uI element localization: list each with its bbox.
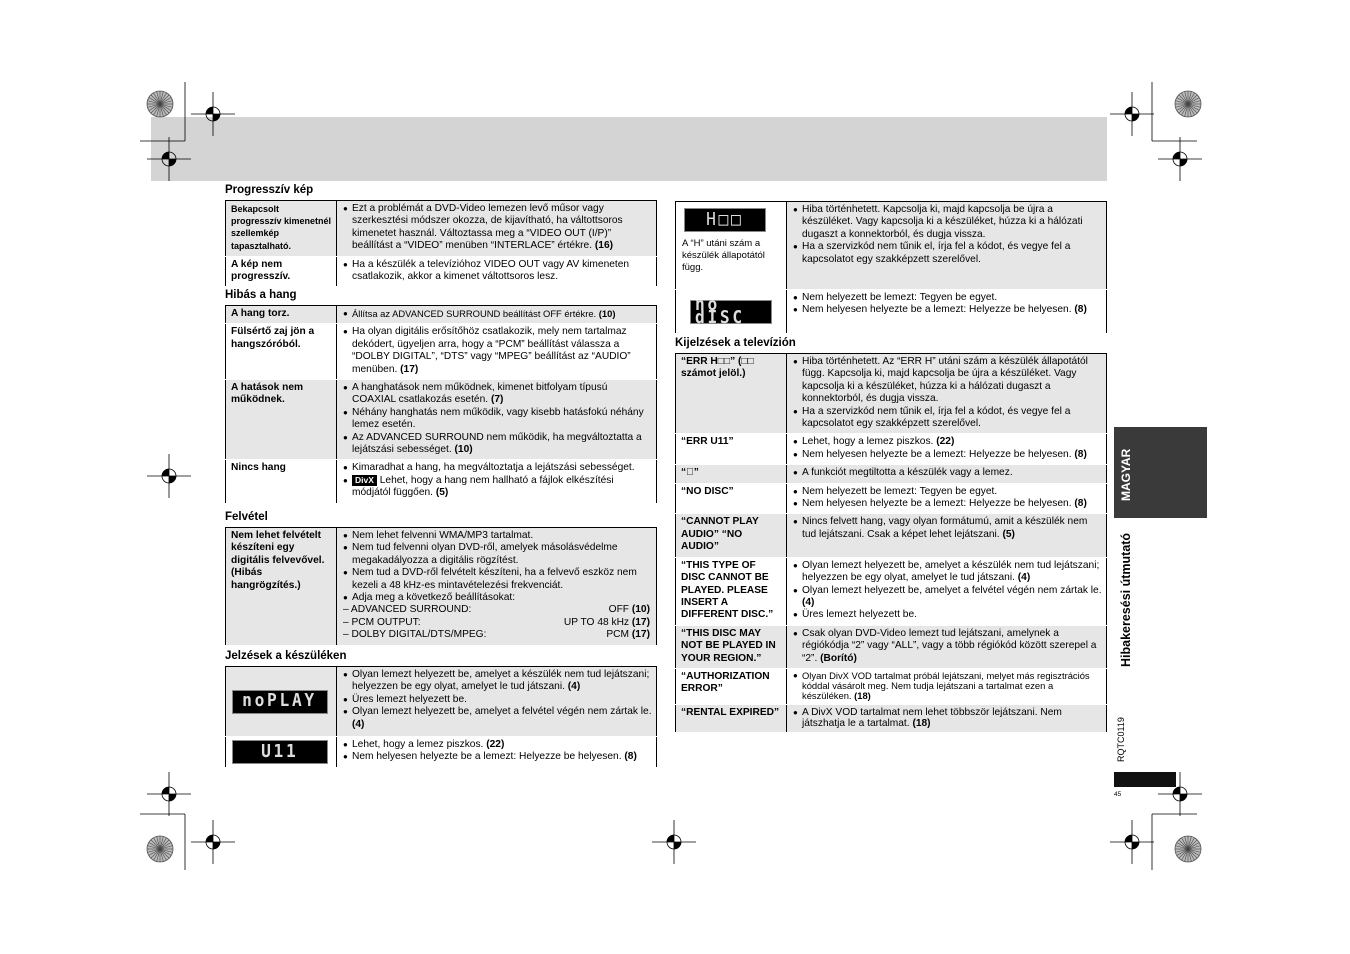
- table-row: [676, 202, 1107, 290]
- table-row: [676, 514, 1107, 557]
- list-item: ● Nem helyezett be lemezt: Tegyen be egyet.: [793, 486, 1102, 498]
- table-row: [676, 704, 1107, 732]
- list-item: ● Adja meg a következő beállításokat:: [343, 592, 652, 604]
- table-row: [226, 667, 657, 737]
- list-item: ● DivX Lehet, hogy a hang nem hallható a fájlok elkészítési módjától függően. (5): [343, 475, 652, 500]
- row-label: “CANNOT PLAY AUDIO” “NO AUDIO”: [676, 514, 787, 557]
- table-unit-errors: [675, 201, 1107, 334]
- row-description: [787, 704, 1107, 732]
- crosshair-mark-icon: [191, 820, 235, 864]
- row-label: “ERR H□□” (□□ számot jelöl.): [676, 354, 787, 434]
- table-row: [226, 324, 657, 380]
- row-label: “AUTHORIZATION ERROR”: [676, 668, 787, 704]
- list-item: ● Üres lemezt helyezett be.: [343, 694, 652, 706]
- language-label: MAGYAR: [1119, 448, 1133, 502]
- starburst-mark-icon: [1175, 91, 1201, 117]
- list-item: ● Nem tud felvenni olyan DVD-ről, amelyek másolásvédelme megakadályozza a digitális rögzítést.: [343, 542, 652, 567]
- list-item: ● Nem helyesen helyezte be a lemezt: Helyezze be helyesen. (8): [343, 751, 652, 763]
- crosshair-mark-icon: [1158, 137, 1202, 181]
- setting-line: – PCM OUTPUT: UP TO 48 kHz (17): [343, 616, 650, 628]
- display-cell: [226, 667, 337, 737]
- row-label: “THIS DISC MAY NOT BE PLAYED IN YOUR REGION.”: [676, 625, 787, 668]
- starburst-mark-icon: [147, 91, 173, 117]
- lcd-display: no dISC: [690, 300, 772, 324]
- list-item: ● Ha a szervizkód nem tűnik el, írja fel a kódot, és vegye fel a kapcsolatot egy szakképzett szerelővel.: [793, 241, 1102, 266]
- list-item: ● Kimaradhat a hang, ha megváltoztatja a lejátszási sebességet.: [343, 462, 652, 474]
- list-item: ● Ezt a problémát a DVD-Video lemezen levő műsor vagy szerkesztési módszer okozza, de kijavítható, ha váltottsoros kimenetet használ. Változtassa meg a “VIDEO OUT (I/P)” beállítást a “VIDEO” menüben “INTERLACE” értékre. (16): [343, 203, 652, 253]
- row-description: [337, 324, 657, 380]
- list-item: ● Olyan lemezt helyezett be, amelyet a készülék nem tud lejátszani; helyezzen be egy olyat, amelyet le tud játszani. (4): [793, 560, 1102, 585]
- list-item: ● Ha a készülék a televízióhoz VIDEO OUT vagy AV kimeneten csatlakozik, akkor a kimenet váltottsoros lesz.: [343, 259, 652, 284]
- row-description: [337, 460, 657, 503]
- setting-line: – DOLBY DIGITAL/DTS/MPEG: PCM (17): [343, 629, 650, 641]
- table-row: [676, 354, 1107, 434]
- row-description: [787, 434, 1107, 465]
- display-cell: [676, 290, 787, 334]
- crosshair-mark-icon: [147, 772, 191, 816]
- row-description: [787, 465, 1107, 483]
- row-label: “ERR U11”: [676, 434, 787, 465]
- section-title-unit-indications: Jelzések a készüléken: [225, 650, 347, 662]
- row-description: [787, 354, 1107, 434]
- list-item: ● Olyan lemezt helyezett be, amelyet a készülék nem tud lejátszani; helyezzen be egy olyat, amelyet le tud játszani. (4): [343, 669, 652, 694]
- table-row: [676, 557, 1107, 625]
- table-sound: [225, 305, 657, 504]
- row-description: [787, 668, 1107, 704]
- table-unit-indications: [225, 666, 657, 768]
- list-item: ● Lehet, hogy a lemez piszkos. (22): [793, 436, 1102, 448]
- table-recording: [225, 527, 657, 646]
- page-number: 45: [1114, 791, 1122, 798]
- display-caption: A “H” utáni szám a készülék állapotától függ.: [682, 238, 765, 273]
- row-label: Bekapcsolt progresszív kimenetnél szellemkép tapasztalható.: [226, 201, 337, 257]
- row-description: [337, 256, 657, 287]
- list-item: ● Nem helyesen helyezte be a lemezt: Helyezze be helyesen. (8): [793, 498, 1102, 510]
- row-label: A hatások nem működnek.: [226, 380, 337, 460]
- crosshair-mark-icon: [147, 454, 191, 498]
- row-description: [787, 625, 1107, 668]
- table-row: [226, 256, 657, 287]
- table-row: [226, 528, 657, 646]
- list-item: ● Olyan lemezt helyezett be, amelyet a felvétel végén nem zártak le. (4): [343, 706, 652, 731]
- row-label: Fülsértő zaj jön a hangszóróból.: [226, 324, 337, 380]
- table-row: [226, 380, 657, 460]
- list-item: ● Nem helyezett be lemezt: Tegyen be egyet.: [793, 292, 1102, 304]
- row-description: [787, 483, 1107, 514]
- row-label: A kép nem progresszív.: [226, 256, 337, 287]
- row-label: Nem lehet felvételt készíteni egy digitális felvevővel. (Hibás hangrögzítés.): [226, 528, 337, 646]
- row-label: “THIS TYPE OF DISC CANNOT BE PLAYED. PLEASE INSERT A DIFFERENT DISC.”: [676, 557, 787, 625]
- crosshair-mark-icon: [1110, 820, 1154, 864]
- row-description: [787, 557, 1107, 625]
- crosshair-mark-icon: [652, 820, 696, 864]
- row-description: [337, 667, 657, 737]
- row-label: “NO DISC”: [676, 483, 787, 514]
- row-description: [337, 306, 657, 324]
- section-title-sound: Hibás a hang: [225, 289, 297, 301]
- list-item: ● Néhány hanghatás nem működik, vagy kisebb hatásfokú néhány lemez esetén.: [343, 407, 652, 432]
- table-row: [676, 668, 1107, 704]
- list-item: ● Hiba történhetett. Az “ERR H” utáni szám a készülék állapotától függ. Kapcsolja ki, majd kapcsolja be újra a készüléket. Vagy kapcsolja ki a készüléket, húzza ki a hálózati dugaszt a konnektorból, és dugja vissza.: [793, 356, 1102, 406]
- row-label: “⃠”: [676, 465, 787, 483]
- row-label: A hang torz.: [226, 306, 337, 324]
- list-item: ● Ha olyan digitális erősítőhöz csatlakozik, mely nem tartalmaz dekódert, ügyeljen arra, hogy a “PCM” beállítást válassza a “DOLBY DIGITAL”, “DTS” vagy “MPEG” beállítást az “AUDIO” menüben. (17): [343, 326, 652, 376]
- list-item: ● Nincs felvett hang, vagy olyan formátumú, amit a készülék nem tud lejátszani. Csak a képet lehet lejátszani. (5): [793, 516, 1102, 541]
- row-label: “RENTAL EXPIRED”: [676, 704, 787, 732]
- table-row: [676, 290, 1107, 334]
- list-item: ● Ha a szervizkód nem tűnik el, írja fel a kódot, és vegye fel a kapcsolatot egy szakképzett szerelővel.: [793, 406, 1102, 431]
- list-item: ● Üres lemezt helyezett be.: [793, 609, 1102, 621]
- side-black-block: [1114, 772, 1176, 787]
- section-title-progressive: Progresszív kép: [225, 184, 314, 196]
- row-label: Nincs hang: [226, 460, 337, 503]
- table-row: [226, 201, 657, 257]
- table-progressive: [225, 200, 657, 287]
- crosshair-mark-icon: [191, 92, 235, 136]
- divx-badge: DivX: [352, 475, 377, 486]
- list-item: ● Olyan lemezt helyezett be, amelyet a felvétel végén nem zártak le. (4): [793, 585, 1102, 610]
- setting-line: – ADVANCED SURROUND: OFF (10): [343, 604, 650, 616]
- lcd-display: noPLAY: [232, 690, 328, 714]
- list-item: ● Nem helyesen helyezte be a lemezt: Helyezze be helyesen. (8): [793, 449, 1102, 461]
- lcd-display: H□□: [684, 208, 766, 232]
- crosshair-mark-icon: [147, 137, 191, 181]
- chapter-title: Hibakeresési útmutató: [1119, 532, 1133, 668]
- table-row: [226, 460, 657, 503]
- list-item: ● A hanghatások nem működnek, kimenet bitfolyam típusú COAXIAL csatlakozás esetén. (7): [343, 382, 652, 407]
- lcd-display: U11: [232, 740, 328, 764]
- starburst-mark-icon: [1175, 836, 1201, 862]
- list-item: ● Nem tud a DVD-ről felvételt készíteni, ha a felvevő eszköz nem kezeli a 48 kHz-es mintavételezési frekvenciát.: [343, 567, 652, 592]
- table-row: [676, 625, 1107, 668]
- row-description: [337, 528, 657, 646]
- table-row: [676, 434, 1107, 465]
- list-item: ● Lehet, hogy a lemez piszkos. (22): [343, 739, 652, 751]
- table-row: [226, 737, 657, 768]
- list-item: ● Nem lehet felvenni WMA/MP3 tartalmat.: [343, 530, 652, 542]
- list-item: ● Állítsa az ADVANCED SURROUND beállítást OFF értékre. (10): [343, 308, 652, 320]
- list-item: ● Nem helyesen helyezte be a lemezt: Helyezze be helyesen. (8): [793, 304, 1102, 316]
- document-code: RQTC0119: [1116, 717, 1126, 763]
- section-title-recording: Felvétel: [225, 511, 268, 523]
- table-row: [676, 483, 1107, 514]
- row-description: [787, 514, 1107, 557]
- row-description: [337, 201, 657, 257]
- table-row: [676, 465, 1107, 483]
- table-row: [226, 306, 657, 324]
- table-tv: [675, 353, 1107, 733]
- row-description: [337, 737, 657, 768]
- section-title-tv: Kijelzések a televízión: [675, 337, 796, 349]
- row-description: [787, 290, 1107, 334]
- display-cell: [676, 202, 787, 290]
- list-item: ● A funkciót megtiltotta a készülék vagy a lemez.: [793, 467, 1102, 479]
- list-item: ● A DivX VOD tartalmat nem lehet többször lejátszani. Nem játszhatja le a tartalmat. (18): [793, 707, 1102, 729]
- list-item: ● Olyan DivX VOD tartalmat próbál lejátszani, melyet más regisztrációs kóddal vásárolt meg. Nem tudja lejátszani a tartalmat ezen a készüléken. (18): [793, 671, 1102, 701]
- starburst-mark-icon: [147, 836, 173, 862]
- list-item: ● Csak olyan DVD-Video lemezt tud lejátszani, amelynek a régiókódja “2” vagy “ALL”, vagy a több régiókód között szerepel a “2”. (Borító): [793, 628, 1102, 665]
- list-item: ● Hiba történhetett. Kapcsolja ki, majd kapcsolja be újra a készüléket. Vagy kapcsolja ki a készüléket, húzza ki a hálózati dugaszt a konnektorból, és dugja vissza.: [793, 204, 1102, 241]
- list-item: ● Az ADVANCED SURROUND nem működik, ha megváltoztatta a lejátszási sebességet. (10): [343, 432, 652, 457]
- row-description: [337, 380, 657, 460]
- display-cell: [226, 737, 337, 768]
- crosshair-mark-icon: [1110, 92, 1154, 136]
- row-description: [787, 202, 1107, 290]
